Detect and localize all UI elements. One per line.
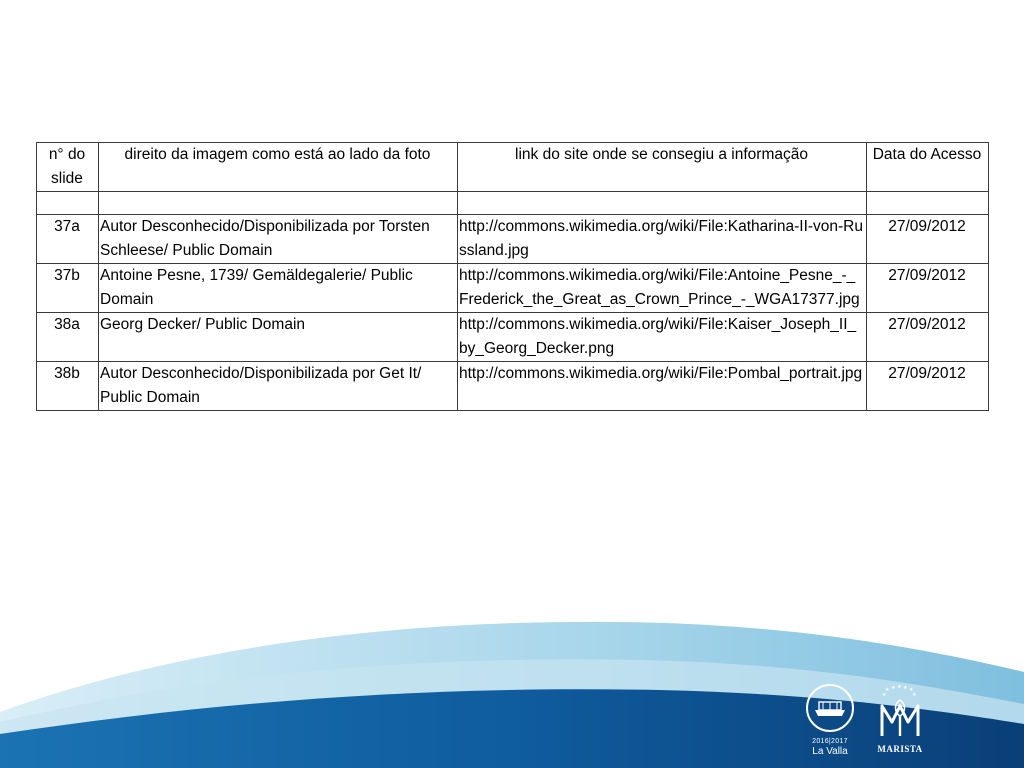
cell-source-link[interactable]: http://commons.wikimedia.org/wiki/File:Kaiser_Joseph_II_by_Georg_Decker.png: [458, 313, 867, 362]
cell-image-rights: Georg Decker/ Public Domain: [99, 313, 458, 362]
table-cell: [99, 192, 458, 215]
cell-source-link[interactable]: http://commons.wikimedia.org/wiki/File:Antoine_Pesne_-_Frederick_the_Great_as_Crown_Prince_-_WGA17377.jpg: [458, 264, 867, 313]
svg-text:★: ★: [891, 685, 896, 691]
svg-text:★: ★: [912, 692, 917, 698]
cell-slide-number: 37b: [37, 264, 99, 313]
cell-access-date: 27/09/2012: [867, 264, 989, 313]
table-row: [37, 362, 989, 411]
svg-text:★: ★: [909, 687, 914, 693]
header-image-rights: direito da imagem como está ao lado da foto: [99, 143, 458, 192]
cell-source-link[interactable]: http://commons.wikimedia.org/wiki/File:Katharina-II-von-Russland.jpg: [458, 215, 867, 264]
table-row: [37, 313, 989, 362]
cell-image-rights: Antoine Pesne, 1739/ Gemäldegalerie/ Public Domain: [99, 264, 458, 313]
la-valla-name: La Valla: [812, 746, 848, 757]
la-valla-years: 2016|2017: [812, 738, 848, 745]
image-credits-table: [36, 142, 989, 411]
cell-image-rights: Autor Desconhecido/Disponibilizada por Torsten Schleese/ Public Domain: [99, 215, 458, 264]
marista-name: MARISTA: [877, 744, 923, 754]
svg-text:★: ★: [903, 685, 908, 691]
table-row: [37, 264, 989, 313]
cell-slide-number: 37a: [37, 215, 99, 264]
cell-slide-number: 38a: [37, 313, 99, 362]
svg-text:★: ★: [885, 687, 890, 693]
marista-logo: [868, 682, 932, 762]
svg-text:★: ★: [882, 692, 887, 698]
cell-access-date: 27/09/2012: [867, 313, 989, 362]
header-slide-number: n° do slide: [37, 143, 99, 192]
table-row: [37, 215, 989, 264]
header-source-link: link do site onde se consegiu a informação: [458, 143, 867, 192]
la-valla-logo-icon: [800, 682, 860, 738]
marista-logo-icon: [868, 682, 932, 742]
table-cell: [867, 192, 989, 215]
la-valla-logo: [800, 682, 860, 762]
table-header-row: [37, 143, 989, 192]
header-access-date: Data do Acesso: [867, 143, 989, 192]
cell-access-date: 27/09/2012: [867, 362, 989, 411]
cell-source-link[interactable]: http://commons.wikimedia.org/wiki/File:Pombal_portrait.jpg: [458, 362, 867, 411]
table-cell: [37, 192, 99, 215]
table-row-empty: [37, 192, 989, 215]
svg-text:★: ★: [897, 684, 902, 690]
cell-image-rights: Autor Desconhecido/Disponibilizada por Get It/ Public Domain: [99, 362, 458, 411]
table-cell: [458, 192, 867, 215]
cell-slide-number: 38b: [37, 362, 99, 411]
cell-access-date: 27/09/2012: [867, 215, 989, 264]
